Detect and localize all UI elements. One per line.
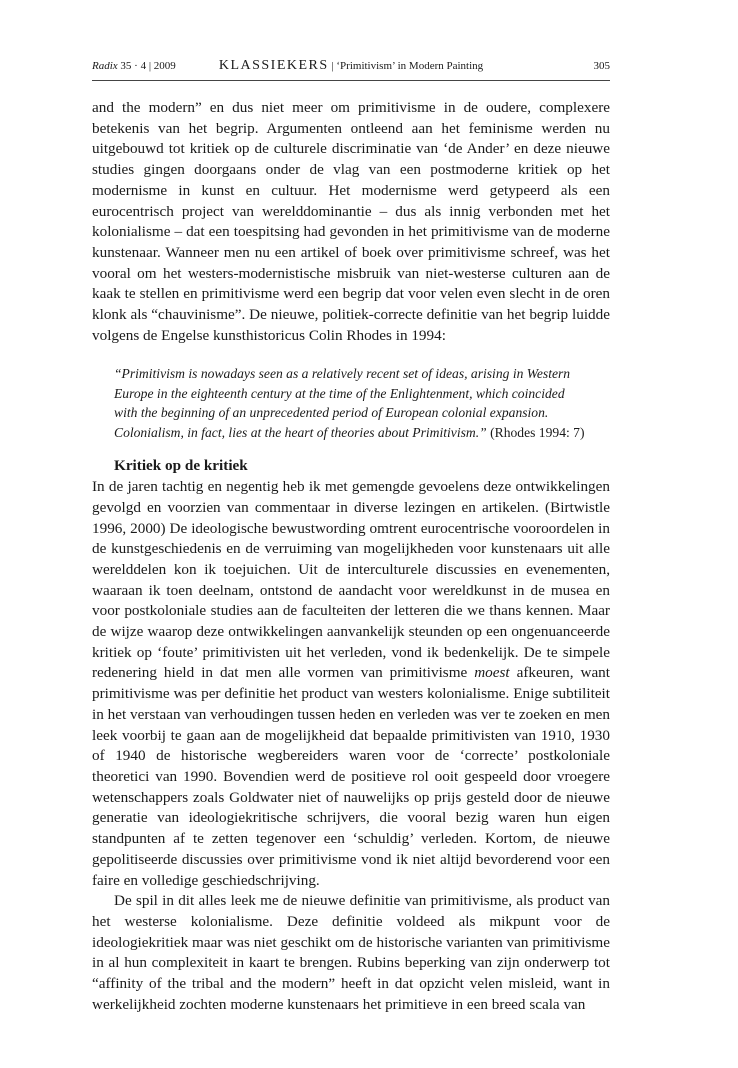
paragraph-kritiek-part1: In de jaren tachtig en negentig heb ik met gemengde gevoelens deze ontwikkelingen gevolgd en voorzien van commentaar in diverse lezingen en artikelen. (Birtwistle 1996, 2000) De ideologische bewustwording omtrent eurocentrische vooroordelen in de kunstgeschiedenis en de verruiming van mogelijkheden voor kunstenaars uit alle werelddelen kon ik toejuichen. Uit de interculturele discussies en evenementen, waaraan ik toen deelnam, ontstond de aandacht voor wereldkunst in de musea en voor postkoloniale studies aan de faculteiten der letteren die we thans kennen. Maar de wijze waarop deze ontwikkelingen aanvankelijk steunden op een ongenuanceerde kritiek op ‘foute’ primitivisten uit het verleden, vond ik bedenkelijk. De te simpele redenering hield in dat men alle vormen van primitivisme bbox=[92, 478, 610, 682]
section-name: KLASSIEKERS bbox=[218, 58, 329, 73]
journal-issue: 35 · 4 | 2009 bbox=[120, 60, 176, 72]
journal-name: Radix bbox=[92, 60, 118, 72]
paragraph-spil: De spil in dit alles leek me de nieuwe definitie van primitivisme, als product van het westerse kolonialisme. Deze definitie voldeed als mikpunt voor de ideologiekritiek maar was niet geschikt om de historische varianten van primitivisme in al hun complexiteit in kaart te brengen. Rubins beperking van zijn onderwerp tot “affinity of the tribal and the modern” heeft in dat opzicht velen misleid, want in werkelijkheid zochten moderne kunstenaars het primitieve in een breed scala van bbox=[92, 892, 610, 1013]
paragraph-continuation: and the modern” en dus niet meer om primitivisme in de oudere, complexere betekenis van het begrip. Argumenten ontleend aan het feminisme werden nu uitgebouwd tot kritiek op de culturele discriminatie van ‘de Ander’ en deze nieuwe studies gingen doorgaans onder de vlag van een postmoderne kritiek op het modernisme in kunst en cultuur. Het modernisme werd getypeerd als een eurocentrisch project van werelddominantie – dus als innig verbonden met het kolonialisme – dat een toespitsing had gevonden in het primitivisme van de moderne kunstenaar. Wanneer men nu een artikel of boek over primitivisme schreef, was het vooral om het westers-modernistische misbruik van niet-westerse culturen aan de kaak te stellen en primitivisme werd een begrip dat voor velen even slecht in de oren klonk als “chauvinisme”. De nieuwe, politiek-correcte definitie van het begrip luidde volgens de Engelse kunsthistoricus Colin Rhodes in 1994: bbox=[92, 99, 610, 344]
header-separator: | bbox=[331, 60, 334, 72]
paragraph-kritiek bbox=[92, 477, 610, 891]
section-heading: Kritiek op de kritiek bbox=[114, 457, 248, 475]
article-title: ‘Primitivism’ in Modern Painting bbox=[336, 60, 484, 72]
emphasis-moest: moest bbox=[474, 664, 510, 682]
header-title bbox=[92, 58, 610, 74]
page-number: 305 bbox=[593, 60, 610, 72]
quote-citation: (Rhodes 1994: 7) bbox=[490, 424, 585, 440]
quote-text: “Primitivism is nowadays seen as a relatively recent set of ideas, arising in Western Europe in the eighteenth century at the time of the Enlightenment, which coincided with the beginning of an unprecedented period of European colonial expansion. Colonialism, in fact, lies at the heart of theories about Primitivism.” bbox=[114, 366, 571, 440]
running-header bbox=[92, 60, 610, 81]
block-quote bbox=[114, 364, 586, 442]
paragraph-kritiek-part2: afkeuren, want primitivisme was per definitie het product van westers kolonialisme. Enige subtiliteit in het verstaan van verhoudingen tussen heden en verleden was ver te zoeken en men leek voorbij te gaan aan de mogelijkheid dat bepaalde primitivisten van 1910, 1930 of 1940 de historische wegbereiders waren voor de ‘correcte’ postkoloniale theoretici van 1990. Bovendien werd de positieve rol ooit gespeeld door vroegere wetenschappers zoals Goldwater niet of nauwelijks op prijs gesteld door de nieuwe generatie van ideologiekritische schrijvers, die vooral bezig waren hun eigen standpunten af te zetten tegenover een ‘schuldig’ verleden. Kortom, de nieuwe gepolitiseerde discussies over primitivisme vond ik niet altijd bevorderend voor een faire en volledige geschiedschrijving. bbox=[92, 664, 610, 889]
article-body bbox=[92, 98, 610, 1015]
